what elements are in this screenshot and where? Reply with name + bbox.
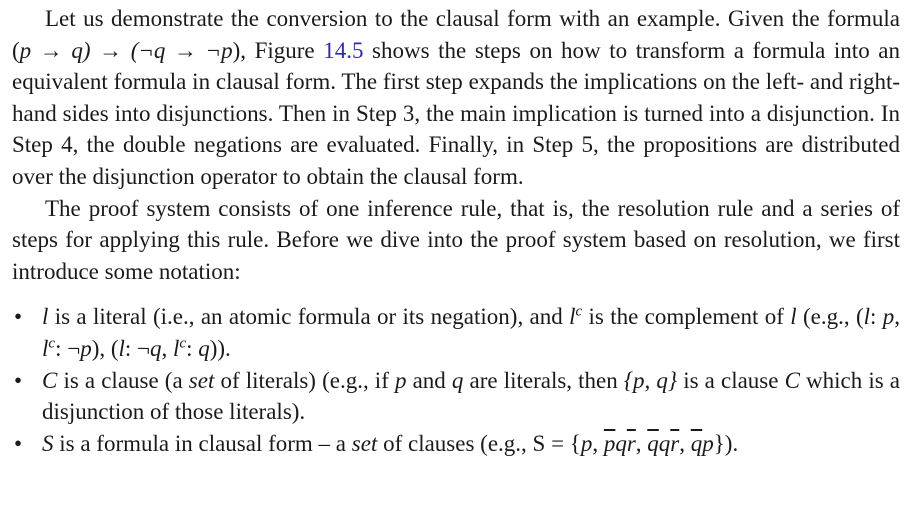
text-run: ,	[161, 335, 174, 361]
text-run: is a formula in clausal form – a	[53, 430, 352, 456]
text-run: and	[406, 367, 452, 393]
superscript: c	[575, 303, 583, 320]
formula: p → q) → (¬q → ¬p	[19, 37, 233, 63]
text-run: is a literal (i.e., an atomic formula or its negation), and	[48, 304, 570, 330]
separator: ,	[592, 430, 604, 456]
symbol: l	[863, 304, 870, 330]
symbol: q	[451, 367, 464, 393]
symbol: q	[198, 335, 210, 361]
symbol: C	[42, 367, 58, 393]
symbol: l	[118, 335, 125, 361]
list-item-clause	[12, 365, 900, 428]
symbol: q	[150, 335, 162, 361]
negated-literal: $\overline{r}$	[626, 430, 636, 456]
paragraph-proof-system: The proof system consists of one inference rule, that is, the resolution rule and a series of steps for applying this rule. Before we dive into the proof system based on resolution, we first introduce some notation:	[12, 195, 900, 284]
text-run: of clauses (e.g., S = {	[377, 430, 581, 456]
bullet-icon: •	[14, 304, 23, 330]
literal: p	[702, 430, 714, 456]
text-run: ,	[894, 304, 900, 330]
bullet-icon: •	[14, 367, 23, 393]
symbol: l	[42, 335, 49, 361]
text-run: of literals) (e.g., if	[214, 367, 395, 393]
text-run: shows the steps on how to transform a formula into an equivalent formula in clausal form. The first step expands the implications on the left- and right-hand sides into disjunctions. Then in Step 3, the main implication is turned into a disjunction. In Step 4, the double negations are evaluated. Finally, in Step 5, the propositions are distributed over the disjunction operator to obtain the clausal form.	[12, 37, 900, 189]
text-run: is the complement of	[582, 304, 791, 330]
symbol: p	[882, 304, 895, 330]
symbol: p	[80, 335, 92, 361]
list-item-literal	[12, 301, 900, 364]
figure-reference-link[interactable]: 14.5	[323, 37, 364, 63]
symbol: l	[569, 304, 576, 330]
text-run: : ¬	[55, 335, 81, 361]
literal: q	[658, 430, 671, 456]
separator: ,	[635, 430, 648, 456]
text-run: is a clause (a	[57, 367, 189, 393]
negated-literal: $\overline{q}$	[690, 430, 703, 456]
negated-literal: $\overline{p}$	[603, 430, 616, 456]
separator: ,	[679, 430, 691, 456]
text-run: :	[186, 335, 199, 361]
negated-literal: $\overline{r}$	[670, 430, 680, 456]
notation-list	[12, 301, 900, 459]
superscript: c	[48, 335, 56, 352]
superscript: c	[179, 335, 187, 352]
clause-set: {p, q}	[623, 367, 678, 393]
text-run: is a clause	[677, 367, 785, 393]
text-run: (e.g., (	[796, 304, 864, 330]
symbol: l	[42, 304, 49, 330]
text-run: )).	[209, 335, 231, 361]
literal: q	[615, 430, 627, 456]
negated-literal: $\overline{q}$	[647, 430, 659, 456]
text-run: Let us demonstrate the conversion to the clausal form with an example. Given the formula (	[12, 6, 900, 63]
symbol: C	[784, 367, 800, 393]
text-run: ), Figure	[232, 37, 324, 63]
literal: p	[580, 430, 593, 456]
text-run: :	[870, 304, 883, 330]
emphasis: set	[351, 430, 378, 456]
symbol: l	[790, 304, 797, 330]
text-run: : ¬	[124, 335, 151, 361]
bullet-icon: •	[14, 430, 23, 456]
emphasis: set	[188, 367, 215, 393]
symbol: S	[42, 430, 54, 456]
symbol: l	[173, 335, 180, 361]
symbol: p	[394, 367, 407, 393]
list-item-clausal-form	[12, 428, 900, 460]
paragraph-conversion	[12, 3, 900, 193]
text-run: are literals, then	[463, 367, 624, 393]
text-run: }).	[713, 430, 739, 456]
text-run: which is a disjunction of those literals).	[42, 367, 901, 425]
text-run: ), (	[91, 335, 119, 361]
